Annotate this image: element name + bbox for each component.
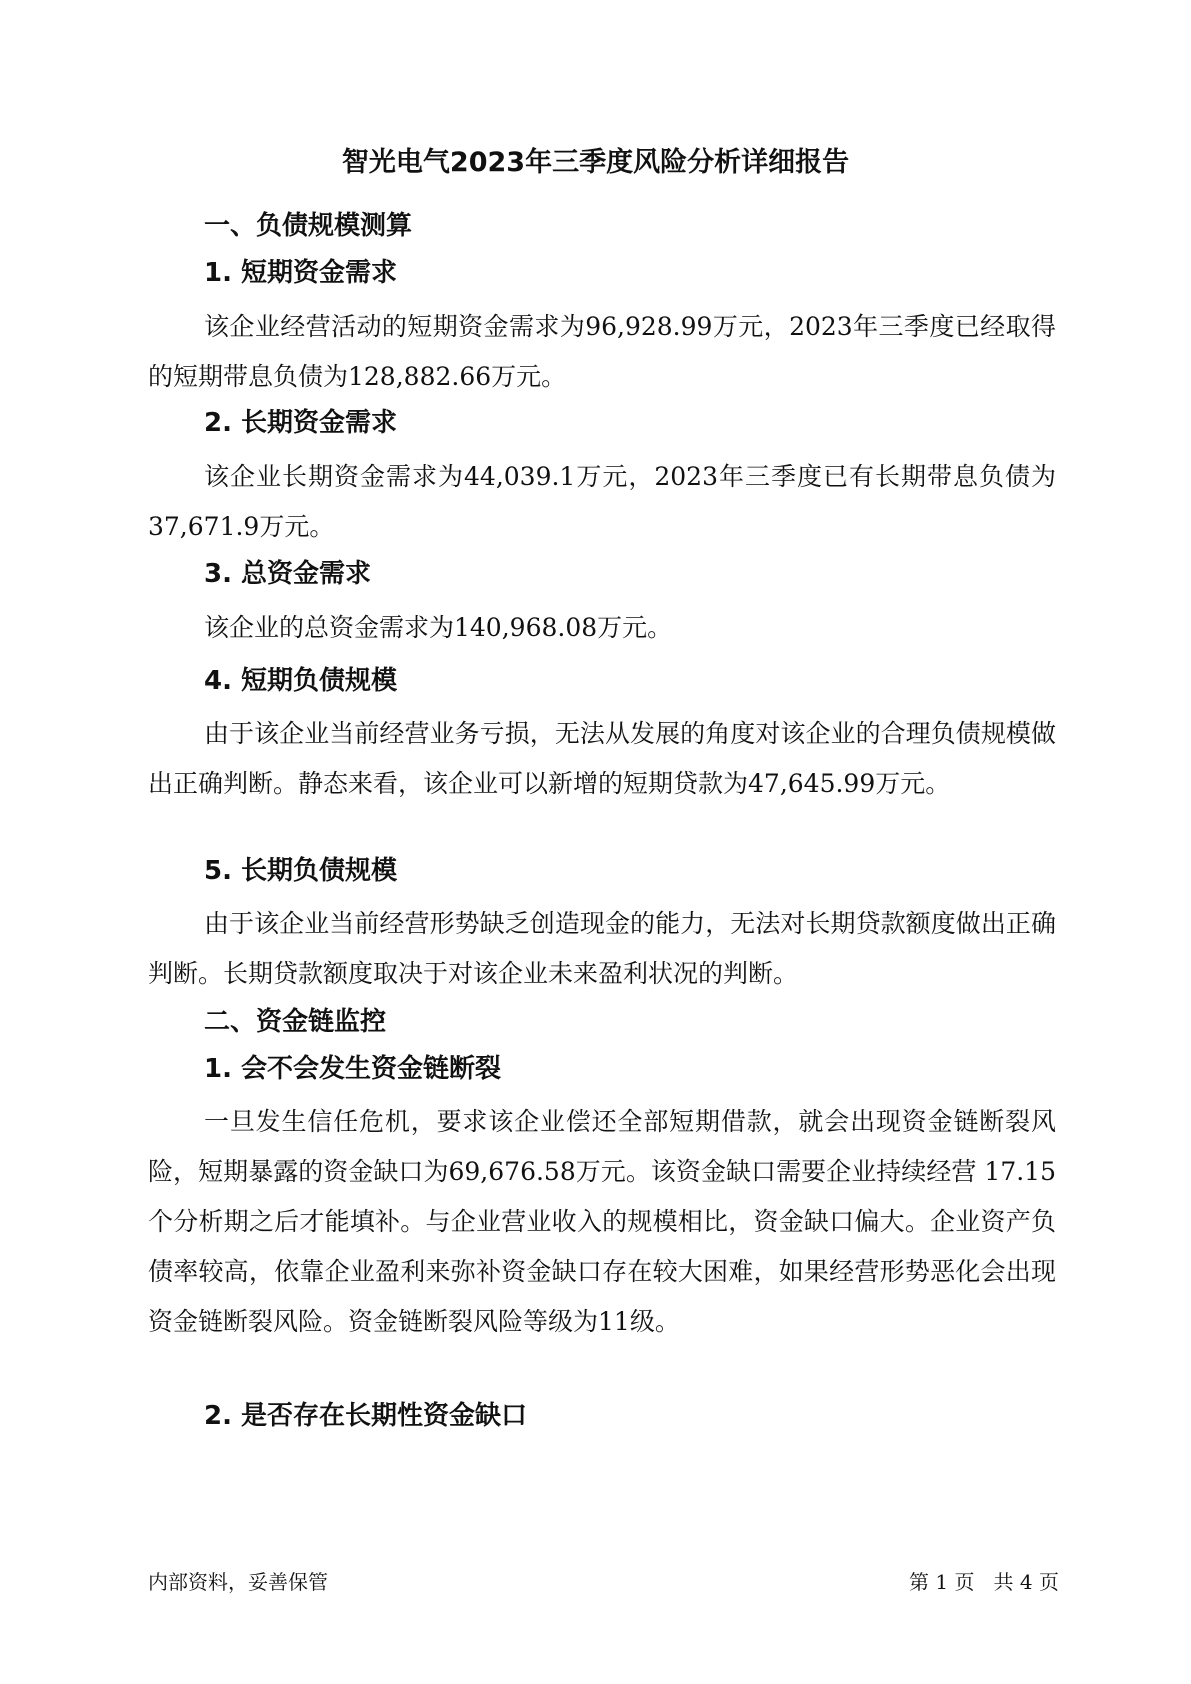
paragraph-short-term-debt: 由于该企业当前经营业务亏损，无法从发展的角度对该企业的合理负债规模做出正确判断。静态来看，该企业可以新增的短期贷款为47,645.99万元。	[148, 719, 1056, 798]
paragraph-long-term-debt: 由于该企业当前经营形势缺乏创造现金的能力，无法对长期贷款额度做出正确判断。长期贷款额度取决于对该企业未来盈利状况的判断。	[148, 909, 1056, 988]
footer-confidential-note: 内部资料，妥善保管	[148, 1570, 328, 1594]
footer-page-number: 第 1 页 共 4 页	[909, 1570, 1059, 1594]
section-heading-cash-chain: 二、资金链监控	[204, 1007, 387, 1037]
paragraph-total-funding: 该企业的总资金需求为140,968.08万元。	[204, 613, 673, 642]
subheading-long-term-funding: 2. 长期资金需求	[204, 408, 398, 438]
paragraph-short-term-funding: 该企业经营活动的短期资金需求为96,928.99万元，2023年三季度已经取得的短期带息负债为128,882.66万元。	[148, 312, 1056, 391]
report-title: 智光电气2023年三季度风险分析详细报告	[341, 147, 850, 178]
subheading-cash-chain-break: 1. 会不会发生资金链断裂	[204, 1054, 502, 1084]
paragraph-long-term-funding: 该企业长期资金需求为44,039.1万元，2023年三季度已有长期带息负债为37,671.9万元。	[148, 462, 1056, 541]
subheading-long-term-gap: 2. 是否存在长期性资金缺口	[204, 1401, 528, 1431]
subheading-short-term-funding: 1. 短期资金需求	[204, 258, 398, 288]
subheading-total-funding: 3. 总资金需求	[204, 559, 372, 589]
paragraph-cash-chain-break: 一旦发生信任危机，要求该企业偿还全部短期借款，就会出现资金链断裂风险，短期暴露的资金缺口为69,676.58万元。该资金缺口需要企业持续经营 17.15个分析期之后才能填补。与企业营业收入的规模相比，资金缺口偏大。企业资产负债率较高，依靠企业盈利来弥补资金缺口存在较大困难，如果经营形势恶化会出现资金链断裂风险。资金链断裂风险等级为11级。	[148, 1107, 1056, 1336]
section-heading-debt-scale: 一、负债规模测算	[204, 211, 413, 241]
subheading-long-term-debt: 5. 长期负债规模	[204, 856, 398, 886]
subheading-short-term-debt: 4. 短期负债规模	[204, 666, 398, 696]
